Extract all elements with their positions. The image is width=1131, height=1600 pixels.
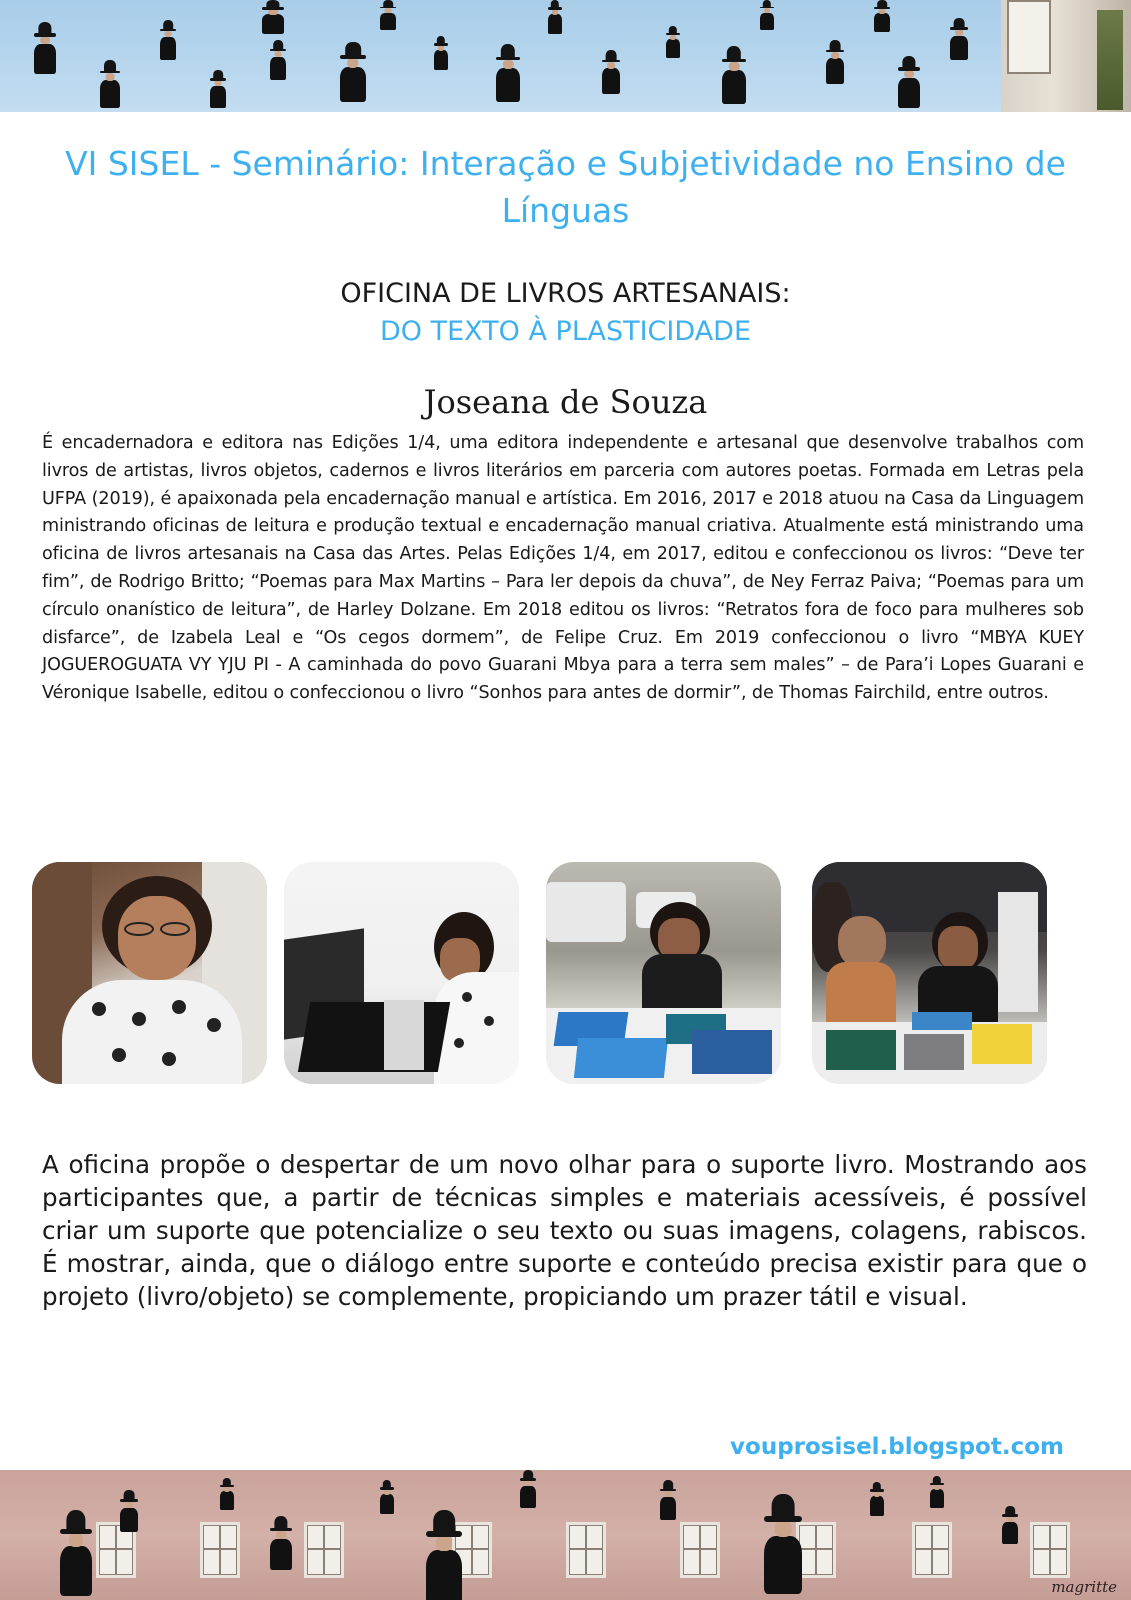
floating-figure [722,46,746,104]
floating-figure [160,20,176,60]
floating-figure [874,0,890,32]
workshop-subtitle: DO TEXTO À PLASTICIDADE [379,316,752,347]
floating-figure [262,0,284,34]
building-edge [1001,0,1131,112]
blog-link[interactable]: vouprosisel.blogspot.com [730,1434,1064,1460]
floating-figure [100,60,120,108]
floating-figure [760,0,774,30]
floating-figure [380,1480,394,1514]
artist-signature: magritte [1051,1578,1117,1596]
floating-figure [548,0,562,34]
floating-figure [380,0,396,30]
floating-figure [666,26,680,58]
floating-figure [270,40,286,80]
window [1030,1522,1070,1578]
event-title: VI SISEL - Seminário: Interação e Subjetividade no Ensino de Línguas [65,144,1066,230]
floating-figure [826,40,844,84]
window [796,1522,836,1578]
workshop-description: A oficina propõe o despertar de um novo olhar para o suporte livro. Mostrando aos participantes que, a partir de técnicas simples e materiais acessíveis, é possível criar um suporte que potencialize o seu texto ou suas imagens, colagens, rabiscos. É mostrar, ainda, que o diálogo entre suporte e conteúdo precisa existir para que o projeto (livro/objeto) se complemente, propiciando um prazer tátil e visual. [42,1150,1087,1311]
floating-figure [660,1480,676,1520]
floating-figure [930,1476,944,1508]
floating-figure [1002,1506,1018,1544]
floating-figure [220,1478,234,1510]
floating-figure [120,1490,138,1532]
floating-figure [340,42,366,102]
photo-gallery [32,862,1062,1088]
workshop-title: OFICINA DE LIVROS ARTESANAIS: [340,278,791,309]
bookbinding-photo-3 [812,862,1047,1084]
speaker-name: Joseana de Souza [423,383,708,421]
floating-figure [60,1510,92,1596]
floating-figure [426,1510,462,1600]
top-banner-image [0,0,1131,112]
floating-figure [898,56,920,108]
floating-figure [764,1494,802,1594]
bookbinding-photo-2 [546,862,781,1084]
bottom-banner-image [0,1470,1131,1600]
speaker-portrait-photo [32,862,267,1084]
floating-figure [270,1516,292,1570]
speaker-bio: É encadernadora e editora nas Edições 1/4, uma editora independente e artesanal que desenvolve trabalhos com livros de artistas, livros objetos, cadernos e livros literários em parceria com autores poetas. Formada em Letras pela UFPA (2019), é apaixonada pela encadernação manual e artística. Em 2016, 2017 e 2018 atuou na Casa da Linguagem ministrando oficinas de leitura e produção textual e encadernação manual criativa. Atualmente está ministrando uma oficina de livros artesanais na Casa das Artes. Pelas Edições 1/4, em 2017, editou e confeccionou os livros: “Deve ter fim”, de Rodrigo Britto; “Poemas para Max Martins – Para ler depois da chuva”, de Ney Ferraz Paiva; “Poemas para um círculo onanístico de leitura”, de Harley Dolzane. Em 2018 editou os livros: “Retratos fora de foco para mulheres sob disfarce”, de Izabela Leal e “Os cegos dormem”, de Felipe Cruz. Em 2019 confeccionou o livro “MBYA KUEY JOGUEROGUATA VY YJU PI - A caminhada do povo Guarani Mbya para a terra sem males” – de Para’i Lopes Guarani e Véronique Isabelle, editou o confeccionou o livro “Sonhos para antes de dormir”, de Thomas Fairchild, entre outros. [42,433,1084,704]
floating-figure [434,36,448,70]
bookbinding-photo-1 [284,862,519,1084]
floating-figure [602,50,620,94]
floating-figure [210,70,226,108]
floating-figure [870,1482,884,1516]
floating-figure [950,18,968,60]
floating-figure [520,1470,536,1508]
window [200,1522,240,1578]
window [912,1522,952,1578]
window [680,1522,720,1578]
window [566,1522,606,1578]
floating-figure [34,22,56,74]
window [304,1522,344,1578]
floating-figure [496,44,520,102]
